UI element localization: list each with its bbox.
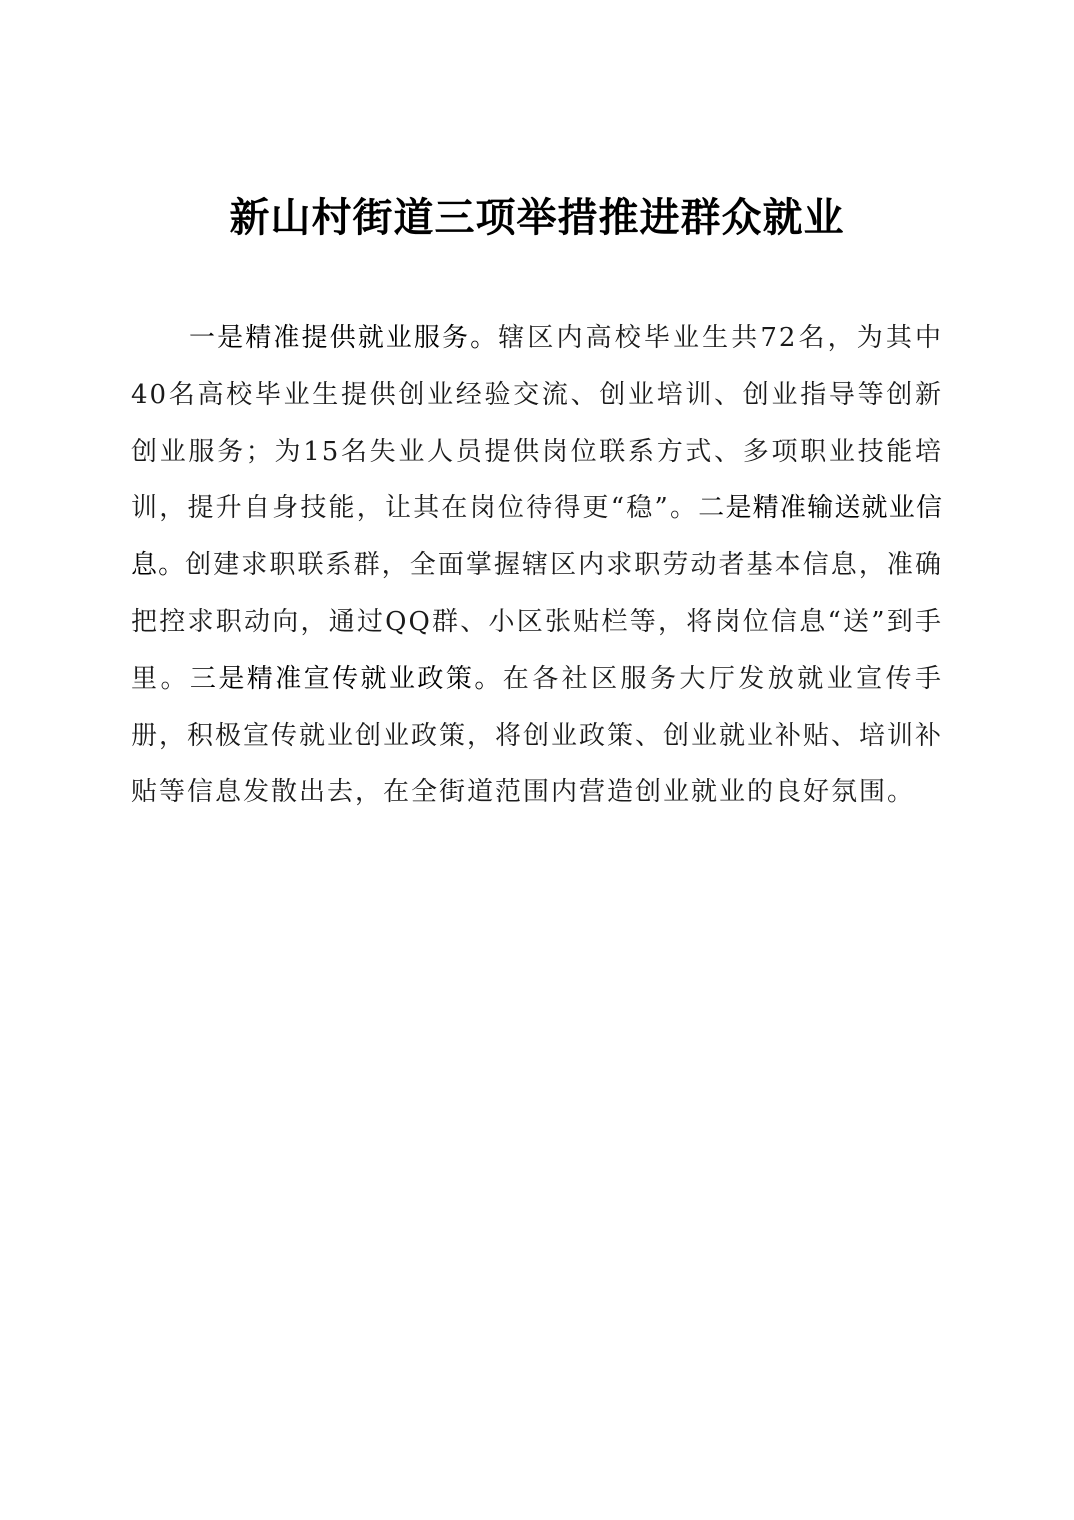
document-title: 新山村街道三项举措推进群众就业 [229,194,845,241]
measure-3-heading: 三是精准宣传就业政策。 [189,663,503,694]
measure-1-heading: 一是精准提供就业服务。 [189,323,499,353]
measure-2-text: 创建求职联系群，全面掌握辖区内求职劳动者基本信息，准确把控求职动向，通过QQ群、小区张贴栏等，将岗位信息“送”到手里。 [131,550,943,694]
measure-2-heading: 二是精准输送就业信息。 [131,493,943,581]
document-body-paragraph [131,310,943,821]
measure-1-text: 辖区内高校毕业生共72名，为其中40名高校毕业生提供创业经验交流、创业培训、创业指导等创新创业服务；为15名失业人员提供岗位联系方式、多项职业技能培训，提升自身技能，让其在岗位待得更“稳”。 [131,323,943,524]
measure-3-text: 在各社区服务大厅发放就业宣传手册，积极宣传就业创业政策，将创业政策、创业就业补贴、培训补贴等信息发散出去，在全街道范围内营造创业就业的良好氛围。 [131,663,944,808]
